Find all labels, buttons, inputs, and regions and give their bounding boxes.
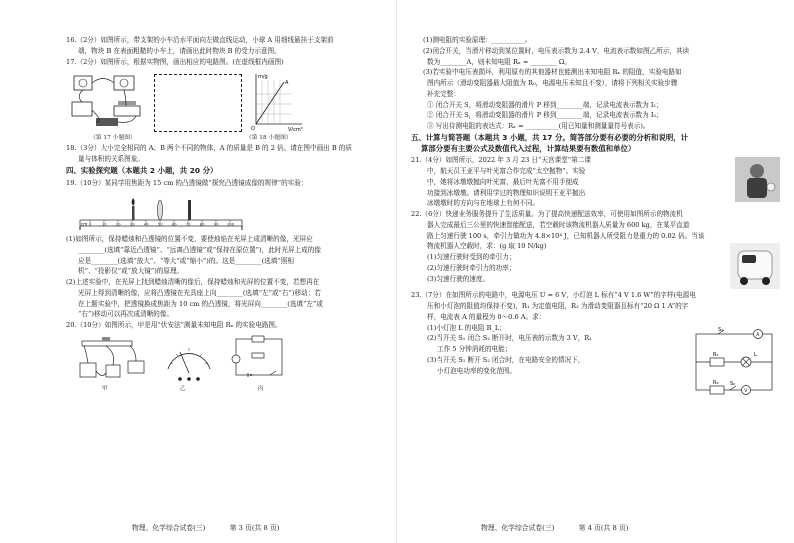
q21-line1: 21.（4分）如图所示，2022 年 3 月 23 日“天宫课堂”第二课	[411, 156, 591, 165]
ruler-tick-label: 40	[144, 222, 149, 227]
footer-title: 物理、化学综合试卷(三)	[132, 524, 206, 532]
q21-line4: 功接到冰墩墩。请利用学过的物理知识说明王亚平抛出	[427, 188, 586, 197]
q20-step3: ③ 写出待测电阻的表达式：Rₓ = __________(用已知量和测量量符号表示)。	[427, 122, 650, 130]
fig18-graph	[248, 70, 304, 132]
fig20-label-bing: 丙	[257, 386, 264, 393]
q20-1-text: (1)测电阻的实验原理：__________。	[423, 36, 532, 44]
q23-sub2b: 工作 5 分钟消耗的电能；	[437, 345, 512, 354]
q19-1-line2: ________(选填“靠近凸透镜”、“远离凸透镜”或“保持在原位置”)，此时光屏上成的像	[78, 245, 321, 254]
page-4	[397, 0, 794, 543]
ruler-tick-label: 100	[227, 222, 234, 227]
q20-3-line3: 补充完整：	[427, 89, 460, 98]
ruler-tick-label: 80	[200, 222, 205, 227]
optical-bench	[76, 190, 246, 232]
physical-circuit-drawing	[66, 70, 148, 132]
q20-2-line1: (2)闭合开关，当滑片移动到某位置时，电压表示数为 2.4 V，电流表示数如图乙所示，其读	[423, 46, 690, 55]
ruler-tick-label: 90	[214, 222, 219, 227]
label-l: L	[754, 351, 757, 358]
q23-line1: 23.（7分）在如图所示的电路中，电源电压 U = 6 V，小灯泡 L 标有“4 V 1.6 W”的字样(电源电	[411, 291, 696, 300]
q20-2-line2: 数为________A，则未知电阻 Rₓ = ________ Ω。	[427, 57, 571, 66]
q18-line1: 18.（3分）大小完全相同的 A、B 两个不同的物体，A 的质量是 B 的 2 倍。请在图中画出 B 的质	[66, 144, 352, 153]
q23-circuit-diagram	[688, 326, 780, 398]
q19-text: 19.（10分）某同学用焦距为 15 cm 的凸透镜做“探究凸透镜成像的规律”的实验：	[66, 178, 308, 187]
fig20-bing-circuit	[230, 333, 288, 383]
q16-line1: 16.（2分）如图所示，带支架的小车沿水平面向左做直线运动，小球 A 用细线悬挂于支架前	[66, 36, 334, 44]
ruler-tick-label: 60	[172, 222, 177, 227]
fig18-caption: （第 18 小题图）	[245, 134, 292, 141]
q19-2-line4: “右”)移动可以再次成清晰的像。	[78, 310, 174, 319]
fig-17-18-row	[66, 70, 387, 132]
q21-line2: 中，航天员王亚平与叶光富合作完成“太空抛物”。实验	[427, 167, 586, 176]
q19-1-line4: 机”、“投影仪”或“放大镜”)的原理。	[78, 267, 184, 276]
astronaut-photo	[735, 157, 780, 202]
ruler-tick-label: 0	[89, 222, 92, 227]
ruler-unit: cm	[81, 221, 88, 227]
graph18-m-label: m/g	[258, 73, 268, 80]
footer-page-number: 第 3 页(共 8 页)	[229, 524, 280, 532]
footer-page-4	[481, 524, 628, 534]
label-s2: S₂	[730, 380, 736, 387]
graph18-v-label: V/cm³	[288, 126, 303, 132]
q20-step2: ② 闭合开关 S，将滑动变阻器的滑片 P 移到________端，记录电流表示数为 I₂；	[427, 111, 663, 120]
fig17-dashed-frame	[154, 74, 242, 132]
q19-2-line2: 光屏上得到清晰的像，应将凸透镜在光具座上向________(选填“左”或“右”)移动；若	[78, 288, 321, 297]
q23-sub3b: 小灯泡电功率的变化范围。	[437, 366, 517, 375]
q22-sub2: (2)匀速行驶时牵引力的功率；	[427, 263, 516, 272]
q20-3-line2: 图内所示（滑动变阻器最大阻值为 R₀，电源电压未知且不变），请将下列相关实验步骤	[427, 79, 678, 87]
q23-line3: 样，电流表 A 的量程为 0～0.6 A。求：	[427, 312, 546, 321]
fig20-label-jia: 甲	[102, 386, 108, 393]
q22-block	[411, 210, 780, 284]
label-s1: S₁	[718, 326, 724, 333]
q19-1-line3: 应是________(选填“放大”、“等大”或“缩小”)的。这是________(选填“照相	[78, 256, 294, 265]
q23-line2: 压和小灯泡的阻值均保持不变)，R₁ 为定值电阻，R₂ 为滑动变阻器且标有“20 Ω 1 A”的字	[427, 302, 689, 311]
fig20-label-yi: 乙	[179, 386, 186, 393]
optical-bench-figure	[76, 190, 387, 232]
q16-line2: 端，物块 B 在表面粗糙的小车上，请画出此时物块 B 的受力示意图。	[78, 46, 281, 55]
ruler-tick-label: 20	[116, 222, 121, 227]
q19-2-line3: 在上题实验中，把透镜换成焦距为 10 cm 的凸透镜，将光屏向________(选填“左”或	[78, 299, 323, 308]
q23-sub2: (2)当开关 S₁ 闭合 S₂ 断开时，电压表的示数为 3 V，R₁	[427, 334, 592, 343]
ruler-tick-label: 30	[130, 222, 135, 227]
q21-block	[411, 156, 780, 208]
fig20-yi-ammeter	[162, 339, 216, 383]
section-5-heading-line2: 算部分要有主要公式及数值代入过程，计算结果要有数值和单位）	[421, 143, 636, 153]
q22-line4: 物流机器人空载时，求：(g 取 10 N/kg)	[427, 242, 547, 251]
fig20-jia-physical	[76, 333, 148, 383]
fig20-row	[76, 333, 387, 383]
q21-line3: 中，她将冰墩墩抛向叶光富，最后叶光富不用手便成	[427, 177, 579, 186]
q19-1-line1: (1)如图所示，保持蜡烛和凸透镜的位置不变，要使烛焰在光屏上成清晰的像，光屏应	[66, 235, 313, 244]
ruler-tick-label: 50	[158, 222, 163, 227]
section-5-heading-line1: 五、计算与简答题（本题共 3 小题，共 17 分。简答部分要有必要的分析和说明，计	[411, 133, 689, 143]
graph18-a-label: A	[285, 79, 289, 86]
q22-line1: 22.（6分）快递业务服务提升了生活质量。为了提高快递配送效率，可使用如图所示的物流机	[411, 210, 683, 219]
delivery-robot-photo	[730, 243, 780, 289]
section-4-heading: 四、实验探究题（本题共 2 小题，共 20 分）	[66, 166, 218, 176]
q19-2-line1: (2)上述实验中，在光屏上找到蜡烛清晰的像后，保持蜡烛和光屏的位置不变，若想再在	[66, 278, 320, 287]
q20-step1: ① 闭合开关 S，将滑动变阻器的滑片 P 移到________端，记录电流表示数为 I₁；	[427, 100, 663, 109]
q22-line2: 器人完成最后三公里的快速智能配送，若空载时该物流机器人质量为 600 kg，在某平直道	[427, 220, 690, 229]
q23-block	[411, 291, 780, 394]
q18-line2: 量与体积的关系图象。	[78, 154, 144, 163]
q22-sub3: (3)匀速行驶的速度。	[427, 274, 490, 283]
q23-sub1: (1)小灯泡 L 的电阻 R_L；	[427, 323, 506, 332]
label-r1: R₁	[713, 351, 719, 358]
footer-title: 物理、化学综合试卷(三)	[481, 524, 555, 532]
graph18-origin: O	[251, 125, 255, 132]
footer-page-3	[132, 524, 279, 534]
footer-page-number: 第 4 页(共 8 页)	[578, 524, 629, 532]
label-ammeter: A	[756, 332, 760, 338]
ruler-tick-label: 70	[186, 222, 191, 227]
q20-3-line1: (3)若实验中电压表损坏，利用原有的其他器材也能测出未知电阻 Rₓ 的阻值，实验电路如	[423, 68, 682, 77]
label-voltmeter: V	[744, 388, 748, 394]
ruler-tick-label: 10	[102, 222, 107, 227]
fig17-caption: （第 17 小题图）	[90, 134, 136, 141]
q23-sub3: (3)当开关 S₁ 断开 S₂ 闭合时，在电路安全的情况下，	[427, 355, 585, 364]
mass-volume-graph	[248, 70, 304, 132]
q17-text: 17.（2分）如图所示，根据实物图，画出相应的电路图。(在虚线框内画图)	[66, 57, 284, 66]
q22-sub1: (1)匀速行驶时受到的牵引力；	[427, 253, 516, 262]
q21-line5: 冰墩墩时的方向与在地球上有何不同。	[427, 199, 540, 208]
q20-text: 20.（10分）如图所示，甲是用“伏安法”测量未知电阻 Rₓ 的实验电路图。	[66, 321, 282, 330]
fig17-physical-circuit	[66, 70, 148, 132]
label-r2: R₂	[713, 379, 719, 386]
q22-line3: 路上匀速行驶 100 s，牵引力做功为 4.8×10⁴ J，已知机器人所受阻力是重力的 0.02 倍。当该	[427, 231, 705, 240]
